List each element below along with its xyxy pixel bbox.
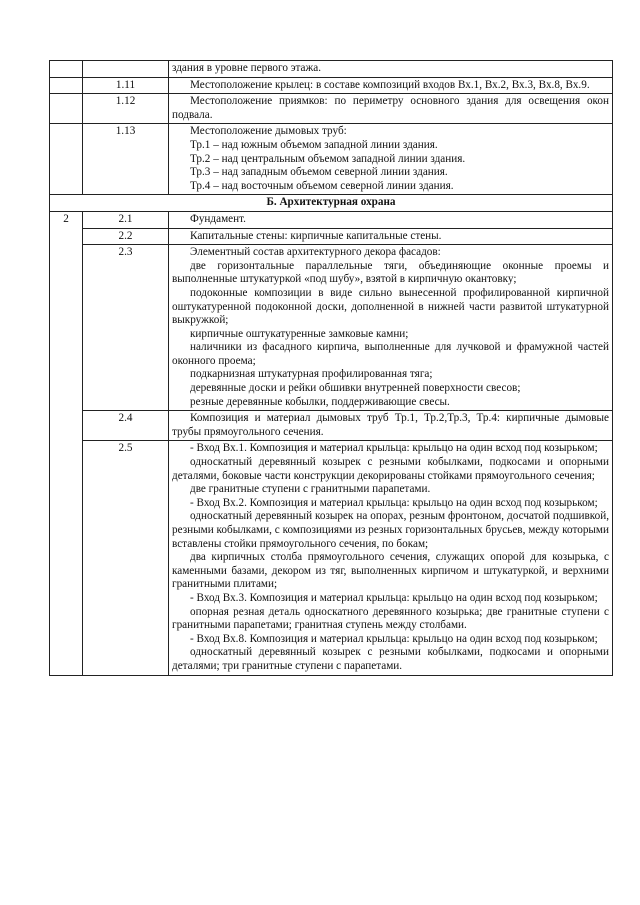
- description-paragraph: подоконные композиции в виде сильно вынесенной профилированной кирпичной оштукатуренной подоконной доски, дополненной в нижней части развитой штукатурной выкружкой;: [172, 286, 609, 327]
- table-row: [50, 211, 613, 228]
- description-paragraph: Капитальные стены: кирпичные капитальные стены.: [190, 229, 442, 242]
- description-paragraph: Элементный состав архитектурного декора фасадов:: [190, 246, 441, 259]
- section-number-cell: [50, 94, 83, 124]
- table-row: [50, 441, 613, 675]
- item-description-cell: [169, 245, 613, 411]
- description-line: Тр.2 – над центральным объемом западной линии здания.: [190, 152, 466, 165]
- description-paragraph: опорная резная деталь односкатного деревянного козырька; две гранитные ступени с гранитными парапетами; гранитная ступень между столбами.: [172, 605, 609, 632]
- section-heading-row: [50, 195, 613, 212]
- description-paragraph: односкатный деревянный козырек на опорах, резным фронтоном, досчатой подшивкой, резными кобылками, с композициями из резных горизонтальных брусьев, между которыми вставлены стойки прямоугольного сечения, по бокам;: [172, 510, 609, 550]
- section-number-cell: [50, 61, 83, 78]
- description-paragraph: Фундамент.: [190, 212, 246, 225]
- description-paragraph: односкатный деревянный козырек с резными кобылками, подкосами и опорными деталями; три гранитные ступени с парапетами.: [172, 646, 609, 672]
- item-number-cell: [83, 61, 169, 78]
- item-description-cell: [169, 228, 613, 245]
- item-number-cell: 2.5: [83, 441, 169, 675]
- table-row: [50, 124, 613, 195]
- section-heading: Б. Архитектурная охрана: [50, 195, 613, 212]
- description-line: здания в уровне первого этажа.: [172, 62, 322, 74]
- item-number-cell: 2.3: [83, 245, 169, 411]
- description-paragraph: - Вход Вх.8. Композиция и материал крыльца: крыльцо на один всход под козырьком;: [190, 632, 598, 645]
- description-paragraph: резные деревянные кобылки, поддерживающие свесы.: [190, 395, 450, 408]
- item-description-cell: [169, 77, 613, 94]
- item-description-cell: [169, 94, 613, 124]
- description-paragraph: - Вход Вх.2. Композиция и материал крыльца: крыльцо на один всход под козырьком;: [190, 496, 598, 509]
- description-paragraph: наличники из фасадного кирпича, выполненные для лучковой и фрамужной частей оконного проема;: [172, 341, 609, 367]
- table-row: [50, 94, 613, 124]
- description-paragraph: подкарнизная штукатурная профилированная тяга;: [190, 368, 433, 381]
- item-description-cell: [169, 61, 613, 78]
- description-paragraph: - Вход Вх.1. Композиция и материал крыльца: крыльцо на один всход под козырьком;: [190, 442, 598, 455]
- description-line: Местоположение дымовых труб:: [190, 125, 347, 138]
- item-number-cell: 1.12: [83, 94, 169, 124]
- section-number-cell: 2: [50, 211, 83, 675]
- table-row: [50, 228, 613, 245]
- description-paragraph: два кирпичных столба прямоугольного сечения, служащих опорой для козырька, с каменными базами, декором из тяг, выполненных кирпичом и штукатуркой, и верхними гранитными плитами;: [172, 551, 609, 591]
- table-row: [50, 411, 613, 441]
- description-line: Местоположение приямков: по периметру основного здания для освещения окон подвала.: [172, 95, 609, 121]
- table-row: [50, 245, 613, 411]
- description-paragraph: две горизонтальные параллельные тяги, объединяющие оконные проемы и выполненные штукатуркой «под шубу», взятой в кирпичную окантовку;: [172, 259, 609, 286]
- item-number-cell: 2.1: [83, 211, 169, 228]
- description-paragraph: две гранитные ступени с гранитными парапетами.: [190, 483, 431, 496]
- section-number-cell: [50, 77, 83, 94]
- section-number-cell: [50, 124, 83, 195]
- table-row: [50, 77, 613, 94]
- description-paragraph: Композиция и материал дымовых труб Тр.1, Тр.2,Тр.3, Тр.4: кирпичные дымовые трубы прямоугольного сечения.: [172, 412, 609, 438]
- description-paragraph: кирпичные оштукатуренные замковые камни;: [190, 327, 409, 340]
- item-description-cell: [169, 124, 613, 195]
- item-description-cell: [169, 411, 613, 441]
- description-paragraph: деревянные доски и рейки обшивки внутренней поверхности свесов;: [190, 382, 521, 395]
- description-line: Тр.1 – над южным объемом западной линии здания.: [190, 138, 438, 151]
- item-description-cell: [169, 441, 613, 675]
- item-number-cell: 1.11: [83, 77, 169, 94]
- description-paragraph: - Вход Вх.3. Композиция и материал крыльца: крыльцо на один всход под козырьком;: [190, 591, 598, 604]
- item-description-cell: [169, 211, 613, 228]
- description-line: Тр.4 – над восточным объемом северной линии здания.: [190, 179, 454, 192]
- heritage-table: [49, 60, 613, 676]
- item-number-cell: 1.13: [83, 124, 169, 195]
- item-number-cell: 2.2: [83, 228, 169, 245]
- table-body: [50, 61, 613, 676]
- item-number-cell: 2.4: [83, 411, 169, 441]
- table-row: [50, 61, 613, 78]
- description-line: Местоположение крылец: в составе композиций входов Вх.1, Вх.2, Вх.3, Вх.8, Вх.9.: [190, 78, 590, 91]
- description-paragraph: односкатный деревянный козырек с резными кобылками, подкосами и опорными деталями, боковые части конструкции декорированы стойками прямоугольного сечения;: [172, 456, 609, 482]
- description-line: Тр.3 – над западным объемом северной линии здания.: [190, 166, 448, 179]
